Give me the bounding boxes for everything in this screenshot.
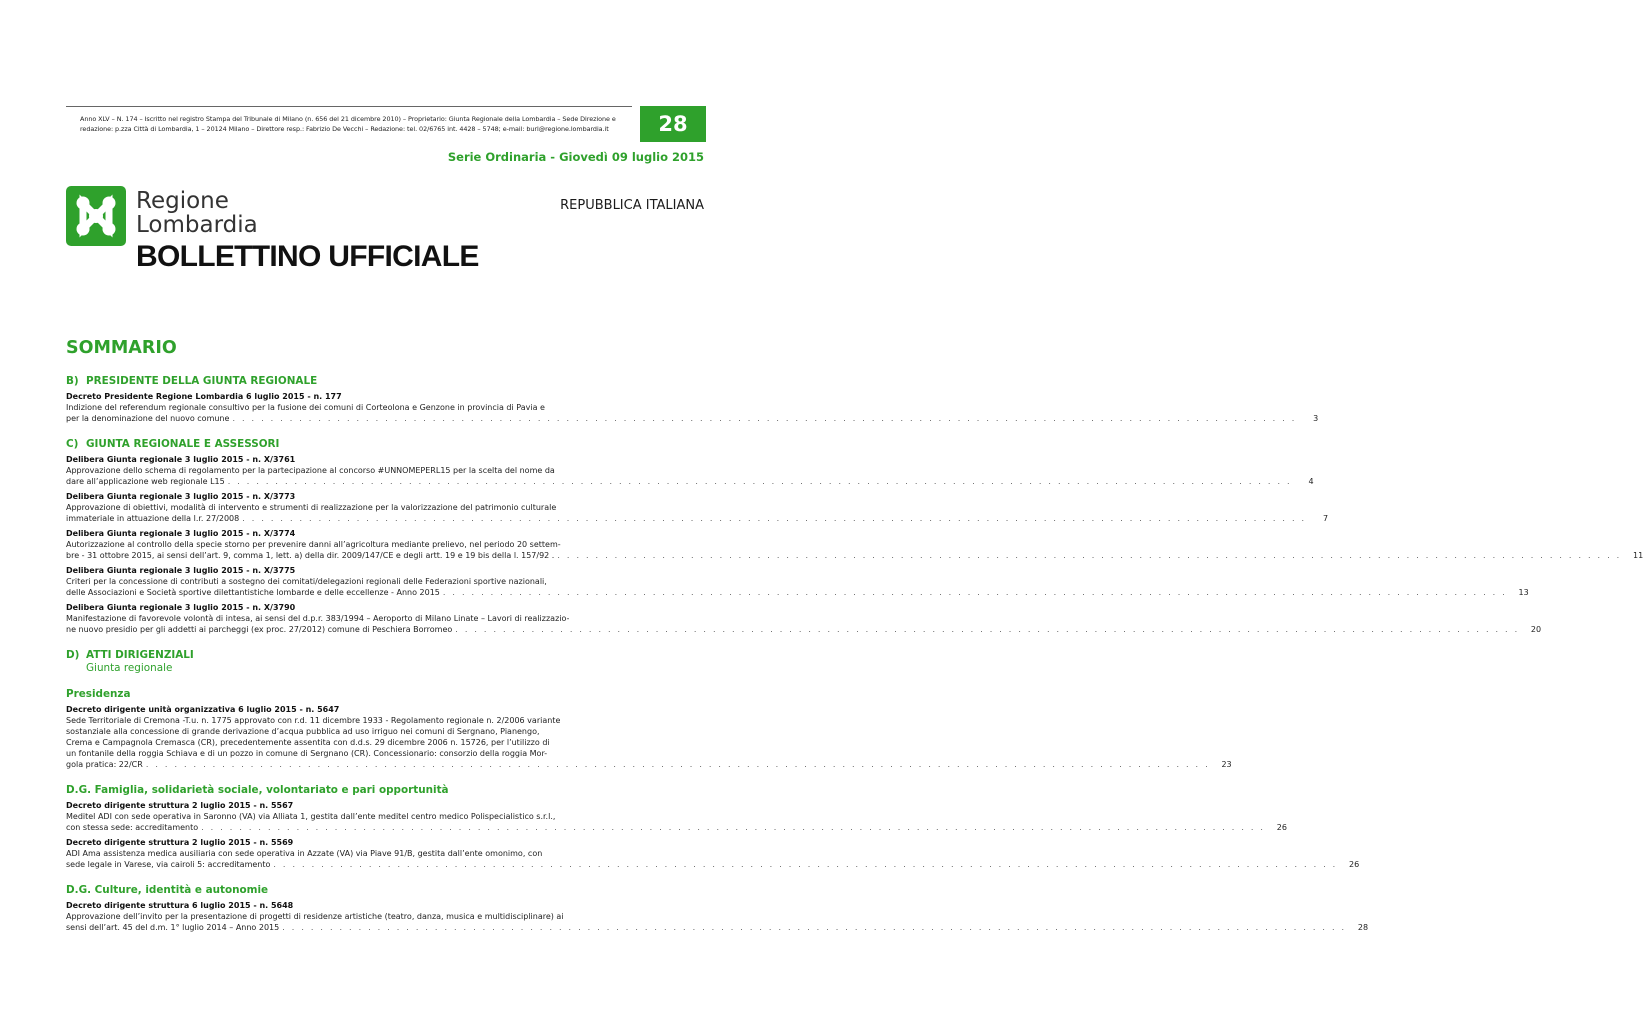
section-title: ATTI DIRIGENZIALI — [86, 649, 194, 661]
entry-text-line: sede legale in Varese, via cairoli 5: accreditamento — [66, 860, 271, 869]
leader-dots: ................................................................................................................ — [232, 414, 1302, 423]
page-number[interactable]: 4 — [1308, 477, 1314, 486]
entry-text-line: ne nuovo presidio per gli addetti ai parcheggi (ex proc. 27/2012) comune di Peschiera Borromeo — [66, 625, 453, 634]
entry-text-line: gola pratica: 22/CR — [66, 760, 143, 769]
entry-text-line: Manifestazione di favorevole volontà di intesa, ai sensi del d.p.r. 383/1994 – Aeroporto di Milano Linate – Lavori di realizzazio- — [66, 614, 570, 623]
entry-title: Delibera Giunta regionale 3 luglio 2015 - n. X/3773 — [66, 492, 296, 501]
leader-dots: ................................................................................................................ — [557, 551, 1627, 560]
entry-last-line — [66, 587, 1529, 598]
leader-dots: ................................................................................................................ — [273, 860, 1343, 869]
page-number[interactable]: 23 — [1221, 760, 1232, 769]
entry-title: Decreto dirigente struttura 6 luglio 2015 - n. 5648 — [66, 901, 294, 910]
entry-last-line — [66, 859, 1360, 870]
entry-title: Delibera Giunta regionale 3 luglio 2015 - n. X/3774 — [66, 529, 296, 538]
toc-entry[interactable] — [66, 602, 1542, 635]
entry-text-line: Approvazione di obiettivi, modalità di intervento e strumenti di realizzazione per la valorizzazione del patrimonio culturale — [66, 503, 557, 512]
leader-dots: ................................................................................................................ — [455, 625, 1525, 634]
entry-last-line — [66, 624, 1542, 635]
entry-last-line — [66, 513, 1329, 524]
toc-entry[interactable] — [66, 491, 1329, 524]
publication-title: BOLLETTINO UFFICIALE — [136, 240, 479, 273]
group-heading: Presidenza — [66, 688, 131, 700]
entry-text-line: Sede Territoriale di Cremona -T.u. n. 1775 approvato con r.d. 11 dicembre 1933 - Regolamento regionale n. 2/2006 variante — [66, 716, 561, 725]
entry-text-line: bre - 31 ottobre 2015, ai sensi dell’art. 9, comma 1, lett. a) della dir. 2009/147/CE e degli artt. 19 e 19 bis della l. 157/92 . — [66, 551, 555, 560]
issue-number-badge: 28 — [640, 106, 706, 142]
toc-entry[interactable] — [66, 704, 1232, 770]
brand-name-line-1: Regione — [136, 188, 229, 214]
entry-last-line — [66, 759, 1232, 770]
page-number[interactable]: 13 — [1518, 588, 1529, 597]
leader-dots: ................................................................................................................ — [282, 923, 1352, 932]
toc-section — [66, 649, 1369, 933]
entry-text-line: per la denominazione del nuovo comune — [66, 414, 230, 423]
masthead-line-1: Anno XLV – N. 174 – Iscritto nel registro Stampa del Tribunale di Milano (n. 656 del 21 dicembre 2010) – Proprietario: Giunta Regionale della Lombardia – Sede Direzione e — [80, 115, 616, 123]
republic-label: REPUBBLICA ITALIANA — [560, 198, 704, 213]
brand-name-line-2: Lombardia — [136, 212, 258, 238]
toc-entry[interactable] — [66, 900, 1369, 933]
section-letter: C) — [66, 438, 79, 450]
entry-text-line: sensi dell’art. 45 del d.m. 1° luglio 2014 – Anno 2015 — [66, 923, 280, 932]
entry-title: Decreto dirigente struttura 2 luglio 2015 - n. 5567 — [66, 801, 294, 810]
section-title: PRESIDENTE DELLA GIUNTA REGIONALE — [86, 375, 318, 387]
page-number[interactable]: 26 — [1276, 823, 1287, 832]
entry-text-line: con stessa sede: accreditamento — [66, 823, 199, 832]
leader-dots: ................................................................................................................ — [145, 760, 1215, 769]
toc-entry[interactable] — [66, 454, 1314, 487]
entry-text-line: immateriale in attuazione della l.r. 27/2008 — [66, 514, 240, 523]
masthead-line-2: redazione: p.zza Città di Lombardia, 1 – 20124 Milano – Direttore resp.: Fabrizio De Vecchi – Redazione: tel. 02/6765 int. 4428 – 5748; e-mail: burl@regione.lombardia.it — [80, 125, 609, 133]
toc-section — [66, 438, 1643, 635]
entry-text-line: Indizione del referendum regionale consultivo per la fusione dei comuni di Corteolona e Genzone in provincia di Pavia e — [66, 403, 545, 412]
regione-lombardia-logo-icon — [66, 186, 126, 246]
entry-last-line — [66, 922, 1369, 933]
page-number[interactable]: 26 — [1349, 860, 1360, 869]
entry-text-line: Autorizzazione al controllo della specie storno per prevenire danni all’agricoltura mediante prelievo, nel periodo 20 settem- — [66, 540, 561, 549]
entry-text-line: Approvazione dello schema di regolamento per la partecipazione al concorso #UNNOMEPERL15 per la scelta del nome da — [66, 466, 555, 475]
page-number[interactable]: 20 — [1530, 625, 1542, 634]
sommario-contents — [66, 375, 1643, 933]
page-number[interactable]: 7 — [1322, 514, 1329, 523]
entry-last-line — [66, 476, 1314, 487]
entry-text-line: Approvazione dell’invito per la presentazione di progetti di residenze artistiche (teatro, danza, musica e multidisciplinare) ai — [66, 912, 564, 921]
entry-text-line: dare all’applicazione web regionale L15 — [66, 477, 225, 486]
entry-text-line: un fontanile della roggia Schiava e di un pozzo in comune di Sergnano (CR). Concessionario: consorzio della roggia Mor- — [66, 749, 548, 758]
entry-last-line — [66, 413, 1319, 424]
toc-entry[interactable] — [66, 837, 1360, 870]
entry-title: Decreto Presidente Regione Lombardia 6 luglio 2015 - n. 177 — [66, 392, 342, 401]
page-number[interactable]: 3 — [1313, 414, 1319, 423]
series-date: Serie Ordinaria - Giovedì 09 luglio 2015 — [447, 150, 704, 164]
section-subtitle: Giunta regionale — [86, 662, 173, 674]
entry-title: Decreto dirigente struttura 2 luglio 2015 - n. 5569 — [66, 838, 294, 847]
toc-section — [66, 375, 1319, 424]
section-heading — [66, 438, 706, 450]
page-number[interactable]: 11 — [1632, 551, 1643, 560]
toc-entry[interactable] — [66, 391, 1319, 424]
section-letter: B) — [66, 375, 79, 387]
masthead-rule — [66, 106, 632, 107]
leader-dots: ................................................................................................................ — [242, 514, 1312, 523]
entry-title: Delibera Giunta regionale 3 luglio 2015 - n. X/3761 — [66, 455, 296, 464]
entry-title: Delibera Giunta regionale 3 luglio 2015 - n. X/3790 — [66, 603, 296, 612]
leader-dots: ................................................................................................................ — [227, 477, 1297, 486]
page-number[interactable]: 28 — [1357, 923, 1369, 932]
entry-text-line: sostanziale alla concessione di grande derivazione d’acqua pubblica ad uso irriguo nei comuni di Sergnano, Pianengo, — [66, 727, 540, 736]
leader-dots: ................................................................................................................ — [442, 588, 1512, 597]
entry-title: Delibera Giunta regionale 3 luglio 2015 - n. X/3775 — [66, 566, 296, 575]
section-letter: D) — [66, 649, 80, 661]
section-title: GIUNTA REGIONALE E ASSESSORI — [86, 438, 280, 450]
entry-text-line: Criteri per la concessione di contributi a sostegno dei comitati/delegazioni regionali delle Federazioni sportive nazionali, — [66, 577, 547, 586]
group-heading: D.G. Famiglia, solidarietà sociale, volontariato e pari opportunità — [66, 784, 449, 796]
entry-text-line: ADI Ama assistenza medica ausiliaria con sede operativa in Azzate (VA) via Piave 91/B, gestita dall’ente omonimo, con — [66, 849, 543, 858]
toc-entry[interactable] — [66, 565, 1529, 598]
sommario-title: SOMMARIO — [66, 338, 177, 358]
entry-title: Decreto dirigente unità organizzativa 6 luglio 2015 - n. 5647 — [66, 705, 340, 714]
group-heading: D.G. Culture, identità e autonomie — [66, 884, 269, 896]
section-heading — [66, 649, 706, 661]
section-heading — [66, 375, 706, 387]
entry-text-line: delle Associazioni e Società sportive dilettantistiche lombarde e delle eccellenze - Anno 2015 — [66, 588, 440, 597]
entry-last-line — [66, 550, 1643, 561]
toc-entry[interactable] — [66, 800, 1287, 833]
leader-dots: ................................................................................................................ — [201, 823, 1270, 832]
entry-text-line: Crema e Campagnola Cremasca (CR), precedentemente assentita con d.d.s. 29 dicembre 2006 n. 15726, per l’utilizzo di — [66, 738, 550, 747]
entry-last-line — [66, 822, 1287, 833]
toc-entry[interactable] — [66, 528, 1643, 561]
entry-text-line: Meditel ADI con sede operativa in Saronno (VA) via Alliata 1, gestita dall’ente meditel centro medico Polispecialistico s.r.l., — [66, 812, 556, 821]
